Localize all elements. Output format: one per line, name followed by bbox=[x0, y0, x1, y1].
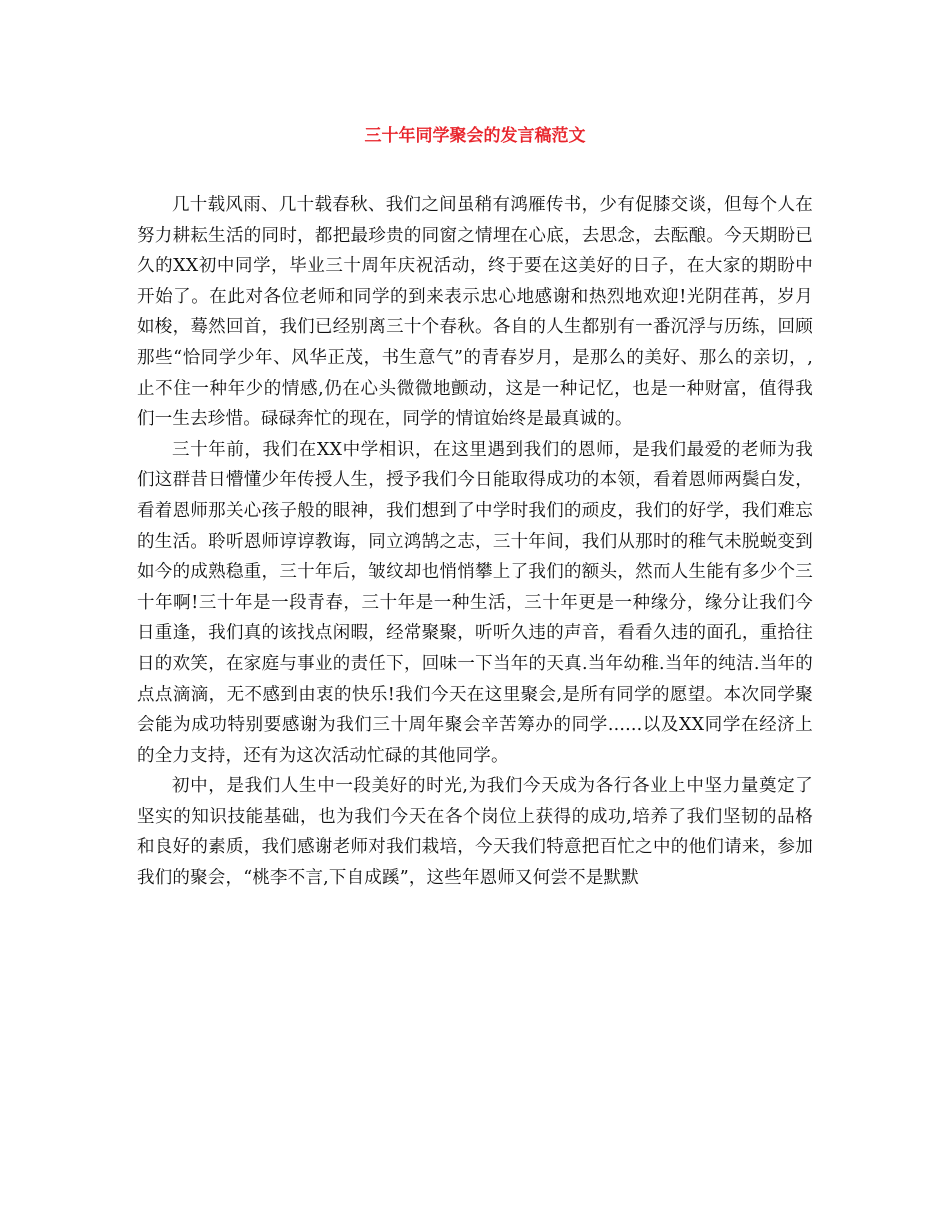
document-body bbox=[137, 190, 813, 894]
paragraph-2: 三十年前，我们在XX中学相识，在这里遇到我们的恩师，是我们最爱的老师为我们这群昔日懵懂少年传授人生，授予我们今日能取得成功的本领，看着恩师两鬓白发，看着恩师那关心孩子般的眼神，我们想到了中学时我们的顽皮，我们的好学，我们难忘的生活。聆听恩师谆谆教诲，同立鸿鹄之志，三十年间，我们从那时的稚气未脱蜕变到如今的成熟稳重，三十年后，皱纹却也悄悄攀上了我们的额头，然而人生能有多少个三十年啊!三十年是一段青春，三十年是一种生活，三十年更是一种缘分，缘分让我们今日重逢，我们真的该找点闲暇，经常聚聚，听听久违的声音，看看久违的面孔，重拾往日的欢笑，在家庭与事业的责任下，回味一下当年的天真.当年幼稚.当年的纯洁.当年的点点滴滴，无不感到由衷的快乐!我们今天在这里聚会,是所有同学的愿望。本次同学聚会能为成功特别要感谢为我们三十周年聚会辛苦筹办的同学......以及XX同学在经济上的全力支持，还有为这次活动忙碌的其他同学。 bbox=[137, 439, 813, 766]
paragraph-3: 初中，是我们人生中一段美好的时光,为我们今天成为各行各业上中坚力量奠定了坚实的知识技能基础，也为我们今天在各个岗位上获得的成功,培养了我们坚韧的品格和良好的素质，我们感谢老师对我们栽培，今天我们特意把百忙之中的他们请来，参加我们的聚会，“桃李不言,下自成蹊”，这些年恩师又何尝不是默默 bbox=[137, 776, 813, 889]
paragraph-1: 几十载风雨、几十载春秋、我们之间虽稍有鸿雁传书，少有促膝交谈，但每个人在努力耕耘生活的同时，都把最珍贵的同窗之情埋在心底，去思念，去酝酿。今天期盼已久的XX初中同学，毕业三十周年庆祝活动，终于要在这美好的日子，在大家的期盼中开始了。在此对各位老师和同学的到来表示忠心地感谢和热烈地欢迎!光阴荏苒，岁月如梭，蓦然回首，我们已经别离三十个春秋。各自的人生都别有一番沉浮与历练，回顾那些“恰同学少年、风华正茂，书生意气”的青春岁月，是那么的美好、那么的亲切，,止不住一种年少的情感,仍在心头微微地颤动，这是一种记忆，也是一种财富，值得我们一生去珍惜。碌碌奔忙的现在，同学的情谊始终是最真诚的。 bbox=[137, 195, 813, 430]
document-title: 三十年同学聚会的发言稿范文 bbox=[364, 126, 586, 146]
